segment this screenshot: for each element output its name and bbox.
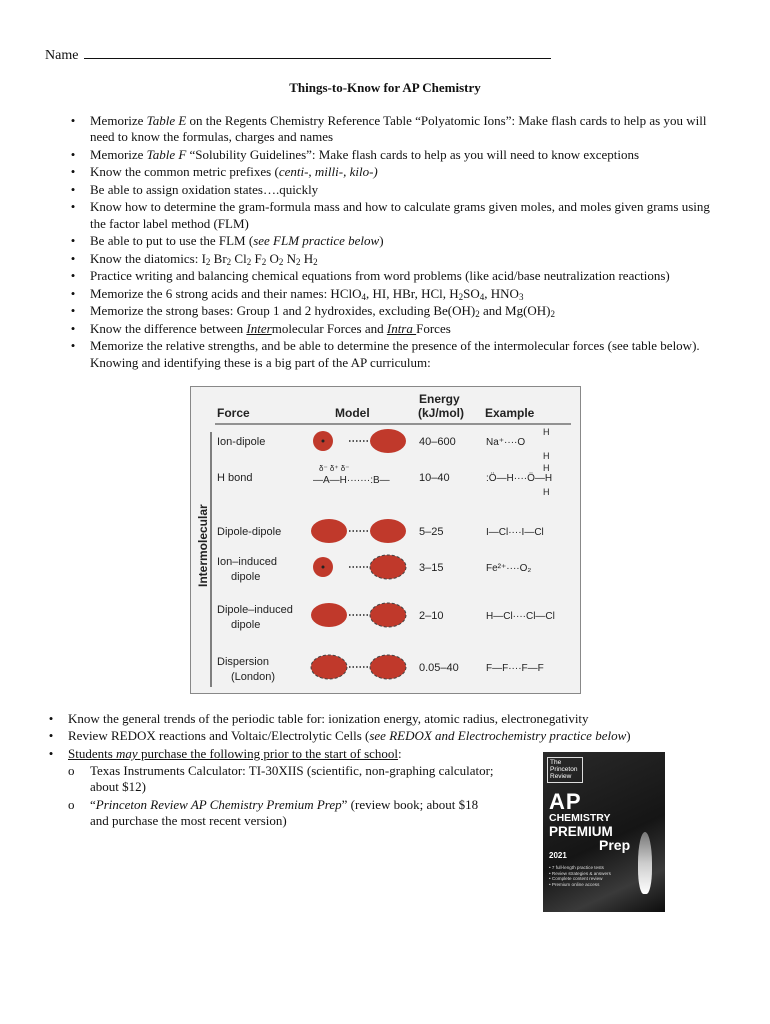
- text-run: “: [90, 796, 96, 812]
- text-run: Memorize: [90, 146, 147, 162]
- header-energy: Energy: [419, 392, 460, 406]
- book-chemistry: CHEMISTRY: [549, 812, 611, 824]
- header-force: Force: [217, 406, 250, 420]
- text-run: Br: [210, 250, 227, 266]
- bullet-icon: •: [48, 745, 54, 761]
- main-bullet-list: [68, 113, 728, 372]
- text-run: Know how to determine the gram-formula mass and how to calculate grams given moles, and moles given grams using the factor label method (FLM): [90, 199, 710, 231]
- hbond-model: —A—H·······:B—: [313, 475, 390, 486]
- book-feature-line: • Complete content review: [549, 876, 603, 882]
- bullet-icon: •: [70, 285, 76, 301]
- example-text: I—Cl····I—Cl: [486, 527, 544, 538]
- list-item: [68, 338, 728, 371]
- book-features: [549, 865, 617, 887]
- list-item: [68, 251, 728, 267]
- ion-charge-dot: [322, 440, 325, 443]
- bullet-icon: •: [70, 250, 76, 266]
- text-run: Memorize the strong bases: Group 1 and 2 hydroxides, excluding Be(OH): [90, 303, 476, 319]
- bullet-icon: •: [70, 181, 76, 197]
- text-run: may: [116, 745, 138, 761]
- name-blank[interactable]: [84, 46, 551, 59]
- example-text: Na⁺····O: [486, 437, 526, 448]
- list-item: [68, 182, 728, 198]
- energy-value: 10–40: [419, 472, 450, 484]
- text-run: “Solubility Guidelines”: Make flash cards to help as you will need to know exceptions: [186, 146, 640, 162]
- text-run: Memorize the 6 strong acids and their names: HClO: [90, 285, 362, 301]
- text-run: 2: [458, 291, 464, 302]
- bullet-icon: •: [70, 164, 76, 180]
- text-run: Princeton Review AP Chemistry Premium Prep: [95, 796, 342, 812]
- list-item: [68, 164, 728, 180]
- list-item: [68, 797, 498, 830]
- list-item: [68, 233, 728, 249]
- force-name: Dipole–induced: [217, 604, 293, 616]
- book-cover-image: [543, 752, 665, 912]
- book-year: 2021: [549, 851, 567, 860]
- energy-value: 5–25: [419, 526, 444, 538]
- force-name: Ion-dipole: [217, 436, 266, 448]
- example-text: H—Cl····Cl—Cl: [486, 611, 555, 622]
- list-item: [46, 728, 746, 744]
- text-run: Table F: [146, 146, 187, 162]
- text-run: 2: [295, 256, 301, 267]
- example-h-bottom: H: [543, 451, 550, 461]
- text-run: 4: [479, 291, 485, 302]
- text-run: see FLM practice below: [253, 233, 380, 249]
- force-name: (London): [231, 671, 276, 683]
- book-prep: Prep: [599, 837, 631, 853]
- force-name: Ion–induced: [217, 556, 277, 568]
- energy-value: 2–10: [419, 610, 444, 622]
- example-text: Fe²⁺····O₂: [486, 563, 532, 574]
- text-run: F: [251, 250, 262, 266]
- header-example: Example: [485, 406, 535, 420]
- text-run: 2: [313, 256, 318, 267]
- book-premium: PREMIUM: [549, 824, 613, 839]
- text-run: 2: [246, 256, 252, 267]
- text-run: Students: [68, 745, 117, 761]
- text-run: centi-, milli-, kilo-): [278, 164, 378, 180]
- text-run: , HI, HBr, HCl, H: [366, 285, 459, 301]
- text-run: Know the diatomics: I: [90, 250, 206, 266]
- text-run: Inter: [246, 320, 272, 336]
- publisher-badge: The Princeton Review: [547, 757, 583, 783]
- text-run: and Mg(OH): [479, 303, 551, 319]
- bullet-icon: •: [48, 728, 54, 744]
- page-title: Things-to-Know for AP Chemistry: [289, 80, 481, 95]
- text-run: 4: [361, 291, 366, 302]
- list-item: [68, 321, 728, 337]
- energy-value: 0.05–40: [419, 662, 459, 674]
- list-item: [68, 303, 728, 319]
- dipole-molecule: [311, 519, 347, 543]
- partner-molecule: [370, 429, 406, 453]
- example-h-top: H: [543, 463, 550, 473]
- book-feature-line: • 7 full-length practice tests: [549, 865, 604, 870]
- example-text: :Ö—H····Ö—H: [486, 473, 553, 484]
- text-run: 2: [550, 309, 555, 320]
- purchase-sublist: [68, 763, 498, 831]
- text-run: Texas Instruments Calculator: TI-30XIIS (scientific, non-graphing calculator; about $12): [90, 763, 494, 795]
- force-name: H bond: [217, 472, 253, 484]
- text-run: Forces: [416, 320, 451, 336]
- text-run: molecular Forces and: [271, 320, 387, 336]
- text-run: Be able to put to use the FLM (: [90, 233, 254, 249]
- list-item: [68, 268, 728, 284]
- book-feature-line: • Premium online access: [549, 881, 600, 887]
- example-h-top: H: [543, 427, 550, 437]
- text-run: :: [398, 745, 402, 761]
- partner-molecule: [370, 519, 406, 543]
- energy-value: 3–15: [419, 562, 444, 574]
- book-ap: AP: [549, 789, 582, 814]
- list-item: [68, 286, 728, 302]
- example-h-bottom: H: [543, 487, 550, 497]
- header-energy-unit: (kJ/mol): [418, 406, 465, 420]
- force-name: Dipole-dipole: [217, 526, 282, 538]
- text-run: 2: [278, 256, 284, 267]
- list-item: [68, 199, 728, 232]
- text-run: Know the general trends of the periodic table for: ionization energy, atomic radius, electronegativity: [68, 711, 589, 726]
- bullet-icon: •: [70, 268, 76, 284]
- book-feature-line: • Review strategies & answers: [549, 870, 611, 876]
- text-run: on the Regents Chemistry Reference Table “Polyatomic Ions”: Make flash cards to help as you will need to know the formulas, charges and names: [90, 113, 707, 145]
- name-label: Name: [45, 48, 79, 63]
- bullet-icon: •: [70, 338, 76, 354]
- example-text: F—F····F—F: [486, 663, 544, 674]
- flame-graphic: [638, 832, 652, 894]
- text-run: ): [379, 233, 384, 249]
- text-run: see REDOX and Electrochemistry practice below: [369, 728, 627, 744]
- energy-value: 40–600: [419, 436, 456, 448]
- list-item: [68, 147, 728, 163]
- text-run: H: [300, 250, 314, 266]
- list-item: [68, 113, 728, 146]
- text-run: Cl: [231, 250, 247, 266]
- text-run: 2: [475, 309, 480, 320]
- text-run: Know the difference between: [90, 320, 247, 336]
- text-run: , HNO: [484, 285, 519, 301]
- force-name: Dispersion: [217, 656, 269, 668]
- list-item: [68, 763, 498, 796]
- bullet-icon: •: [70, 320, 76, 336]
- text-run: O: [266, 250, 279, 266]
- force-name: dipole: [231, 619, 261, 631]
- bullet-icon: •: [70, 146, 76, 162]
- text-run: 2: [226, 256, 232, 267]
- text-run: purchase the following prior to the start of school: [137, 745, 399, 761]
- name-line: [45, 46, 551, 64]
- bullet-icon: •: [70, 199, 76, 215]
- force-name: dipole: [231, 571, 261, 583]
- text-run: Review REDOX reactions and Voltaic/Electrolytic Cells (: [68, 728, 370, 744]
- text-run: Table E: [146, 113, 187, 128]
- text-run: N: [283, 250, 296, 266]
- circle-bullet-icon: o: [68, 763, 75, 778]
- text-run: Know the common metric prefixes (: [90, 164, 279, 180]
- bullet-icon: •: [70, 233, 76, 249]
- dipole-molecule: [311, 603, 347, 627]
- ion-charge-dot: [322, 566, 325, 569]
- text-run: 2: [261, 256, 267, 267]
- text-run: Memorize the relative strengths, and be able to determine the presence of the intermolecular forces (see table below). Knowing and identifying these is a big part of the AP curriculum:: [90, 338, 700, 370]
- text-run: Intra: [386, 320, 417, 336]
- text-run: ” (review book; about $18 and purchase the most recent version): [90, 796, 479, 829]
- side-label-intermolecular: Intermolecular: [196, 504, 210, 587]
- text-run: SO: [463, 285, 480, 301]
- bullet-icon: •: [70, 303, 76, 319]
- text-run: Be able to assign oxidation states….quickly: [90, 181, 319, 197]
- intermolecular-forces-figure: [190, 386, 581, 694]
- text-run: 2: [205, 256, 211, 267]
- forces-table-svg: [191, 387, 580, 693]
- bullet-icon: •: [48, 711, 54, 726]
- hbond-charges: δ⁻ δ⁺ δ⁻: [319, 464, 350, 473]
- circle-bullet-icon: o: [68, 796, 75, 812]
- header-model: Model: [335, 406, 370, 420]
- list-item: [46, 711, 746, 727]
- text-run: 3: [518, 291, 524, 302]
- text-run: Practice writing and balancing chemical equations from word problems (like acid/base neutralization reactions): [90, 268, 670, 284]
- bullet-icon: •: [70, 113, 76, 128]
- text-run: ): [626, 728, 631, 744]
- text-run: Memorize: [90, 113, 147, 128]
